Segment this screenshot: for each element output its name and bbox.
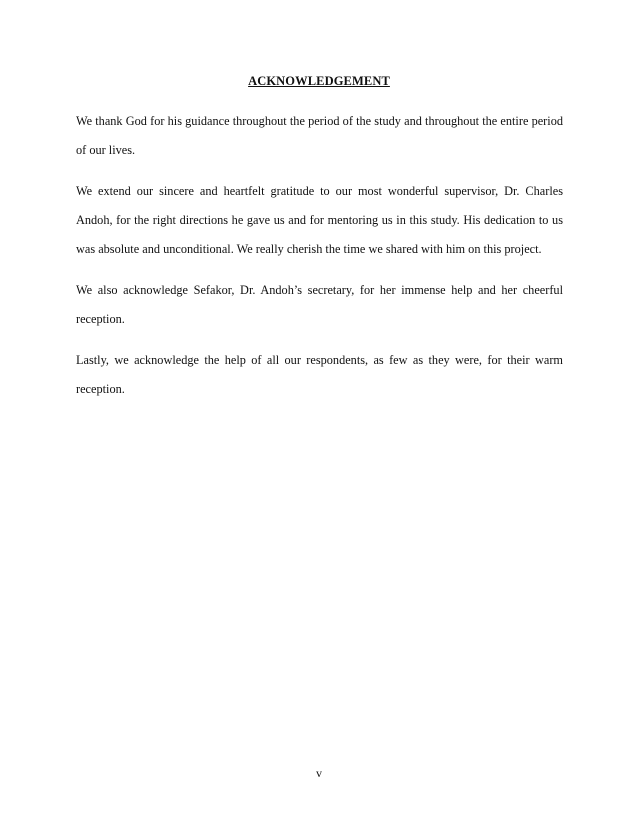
paragraph-respondents: Lastly, we acknowledge the help of all our respondents, as few as they were, for their warm reception.	[76, 353, 563, 396]
paragraph-supervisor: We extend our sincere and heartfelt gratitude to our most wonderful supervisor, Dr. Charles Andoh, for the right directions he gave us and for mentoring us in this study. His dedication to us was absolute and unconditional. We really cherish the time we shared with him on this project.	[76, 184, 563, 256]
page-title: ACKNOWLEDGEMENT	[248, 74, 390, 88]
page-number: v	[316, 766, 322, 780]
paragraph-thanks-god: We thank God for his guidance throughout the period of the study and throughout the entire period of our lives.	[76, 114, 563, 157]
acknowledgement-body	[76, 107, 563, 416]
paragraph-secretary: We also acknowledge Sefakor, Dr. Andoh’s secretary, for her immense help and her cheerful reception.	[76, 283, 563, 326]
